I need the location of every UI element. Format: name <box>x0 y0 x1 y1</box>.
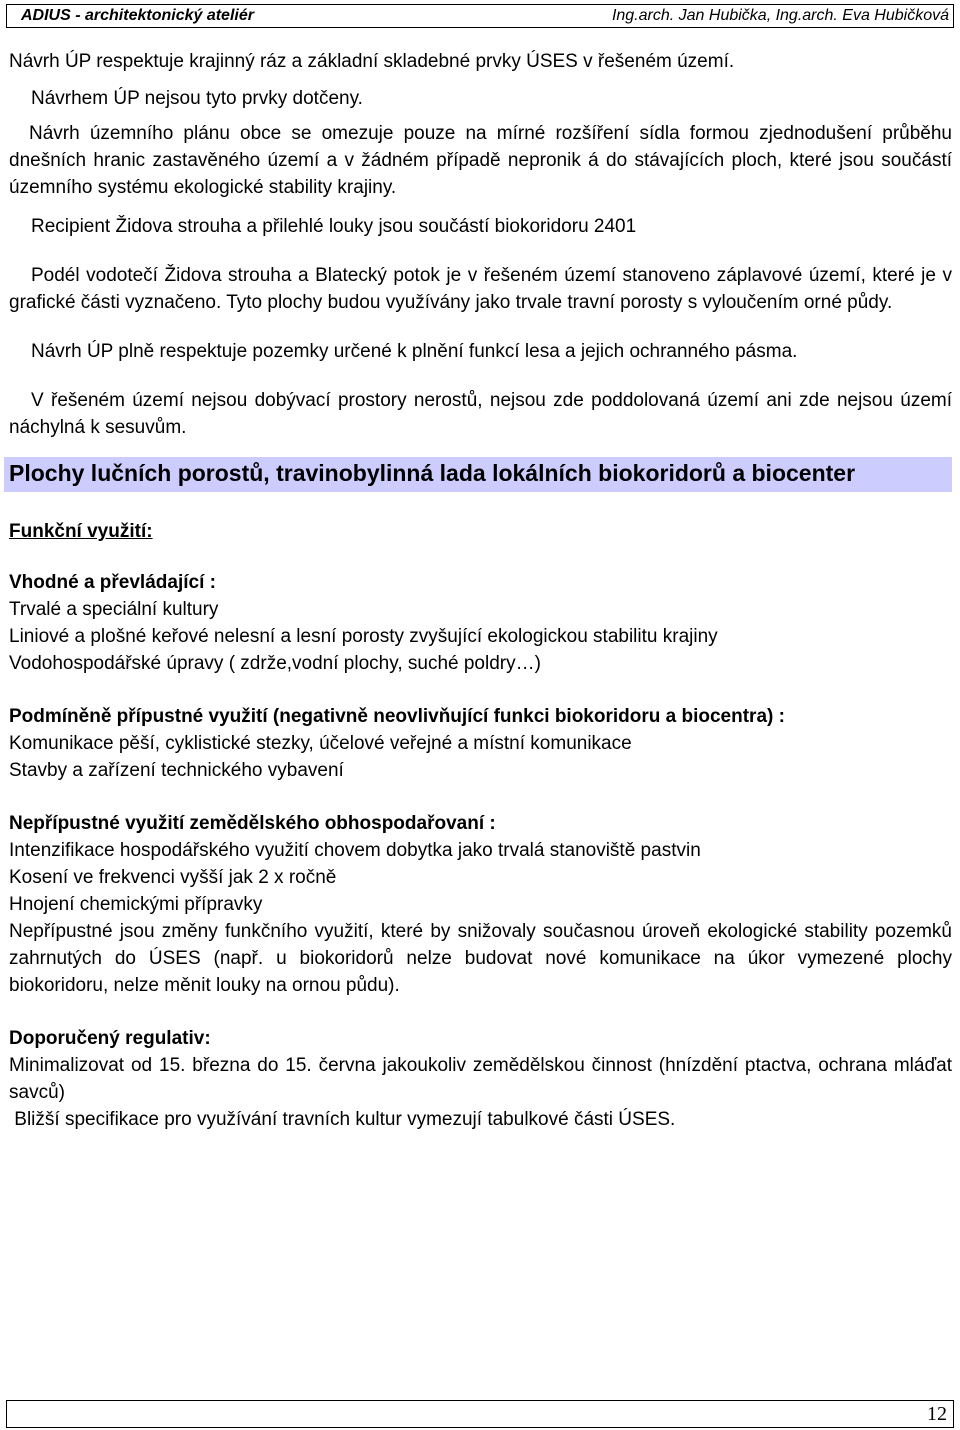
suitable-item: Trvalé a speciální kultury <box>9 599 219 620</box>
header-authors: Ing.arch. Jan Hubička, Ing.arch. Eva Hubičková <box>611 7 949 24</box>
page-header <box>6 4 954 28</box>
header-firm <box>21 7 254 25</box>
recommended-item: Bližší specifikace pro využívání travních kultur vymezují tabulkové části ÚSES. <box>9 1109 676 1130</box>
conditional-item: Komunikace pěší, cyklistické stezky, účelové veřejné a místní komunikace <box>9 733 632 754</box>
paragraph-6: Návrh ÚP plně respektuje pozemky určené k plnění funkcí lesa a jejich ochranného pásma. <box>31 341 798 362</box>
forbidden-item: Nepřípustné jsou změny funkčního využití, které by snižovaly současnou úroveň ekologické stability pozemků zahrnutých do ÚSES (např. u biokoridorů nelze budovat nové komunikace na úkor vymezené plochy biokoridoru, nelze měnit louky na ornou půdu). <box>9 921 952 996</box>
paragraph-4: Recipient Židova strouha a přilehlé louky jsou součástí biokoridoru 2401 <box>31 216 637 237</box>
header-firm-name: ADIUS <box>21 7 71 24</box>
conditional-item: Stavby a zařízení technického vybavení <box>9 760 344 781</box>
forbidden-item: Intenzifikace hospodářského využití chovem dobytka jako trvalá stanoviště pastvin <box>9 840 701 861</box>
forbidden-item: Hnojení chemickými přípravky <box>9 894 263 915</box>
conditional-heading: Podmíněně přípustné využití (negativně neovlivňující funkci biokoridoru a biocentra) : <box>9 706 785 727</box>
paragraph-3: Návrh územního plánu obce se omezuje pouze na mírné rozšíření sídla formou zjednodušení průběhu dnešních hranic zastavěného území a v žádném případě nepronik á do stávajících ploch, které jsou součástí územního systému ekologické stability krajiny. <box>9 123 952 198</box>
paragraph-1: Návrh ÚP respektuje krajinný ráz a základní skladebné prvky ÚSES v řešeném území. <box>9 51 735 72</box>
suitable-item: Liniové a plošné keřové nelesní a lesní porosty zvyšující ekologickou stabilitu krajiny <box>9 626 718 647</box>
forbidden-item: Kosení ve frekvenci vyšší jak 2 x ročně <box>9 867 337 888</box>
section-heading: Plochy lučních porostů, travinobylinná lada lokálních biokoridorů a biocenter <box>4 457 952 492</box>
suitable-item: Vodohospodářské úpravy ( zdrže,vodní plochy, suché poldry…) <box>9 653 541 674</box>
recommended-heading: Doporučený regulativ: <box>9 1028 211 1049</box>
paragraph-2: Návrhem ÚP nejsou tyto prvky dotčeny. <box>31 88 363 109</box>
suitable-heading: Vhodné a převládající : <box>9 572 216 593</box>
function-heading: Funkční využití: <box>9 521 153 542</box>
header-firm-desc: - architektonický ateliér <box>70 7 254 24</box>
forbidden-heading: Nepřípustné využití zemědělského obhospodařovaní : <box>9 813 496 834</box>
page-footer <box>6 1400 954 1428</box>
paragraph-5: Podél vodotečí Židova strouha a Blatecký potok je v řešeném území stanoveno záplavové území, které je v grafické části vyznačeno. Tyto plochy budou využívány jako trvale travní porosty s vyloučením orné půdy. <box>9 265 952 313</box>
recommended-item: Minimalizovat od 15. března do 15. června jakoukoliv zemědělskou činnost (hnízdění ptactva, ochrana mláďat savců) <box>9 1055 952 1103</box>
document-body <box>9 48 952 1133</box>
page-number: 12 <box>927 1403 947 1425</box>
paragraph-7: V řešeném území nejsou dobývací prostory nerostů, nejsou zde poddolovaná území ani zde nejsou území náchylná k sesuvům. <box>9 390 952 438</box>
